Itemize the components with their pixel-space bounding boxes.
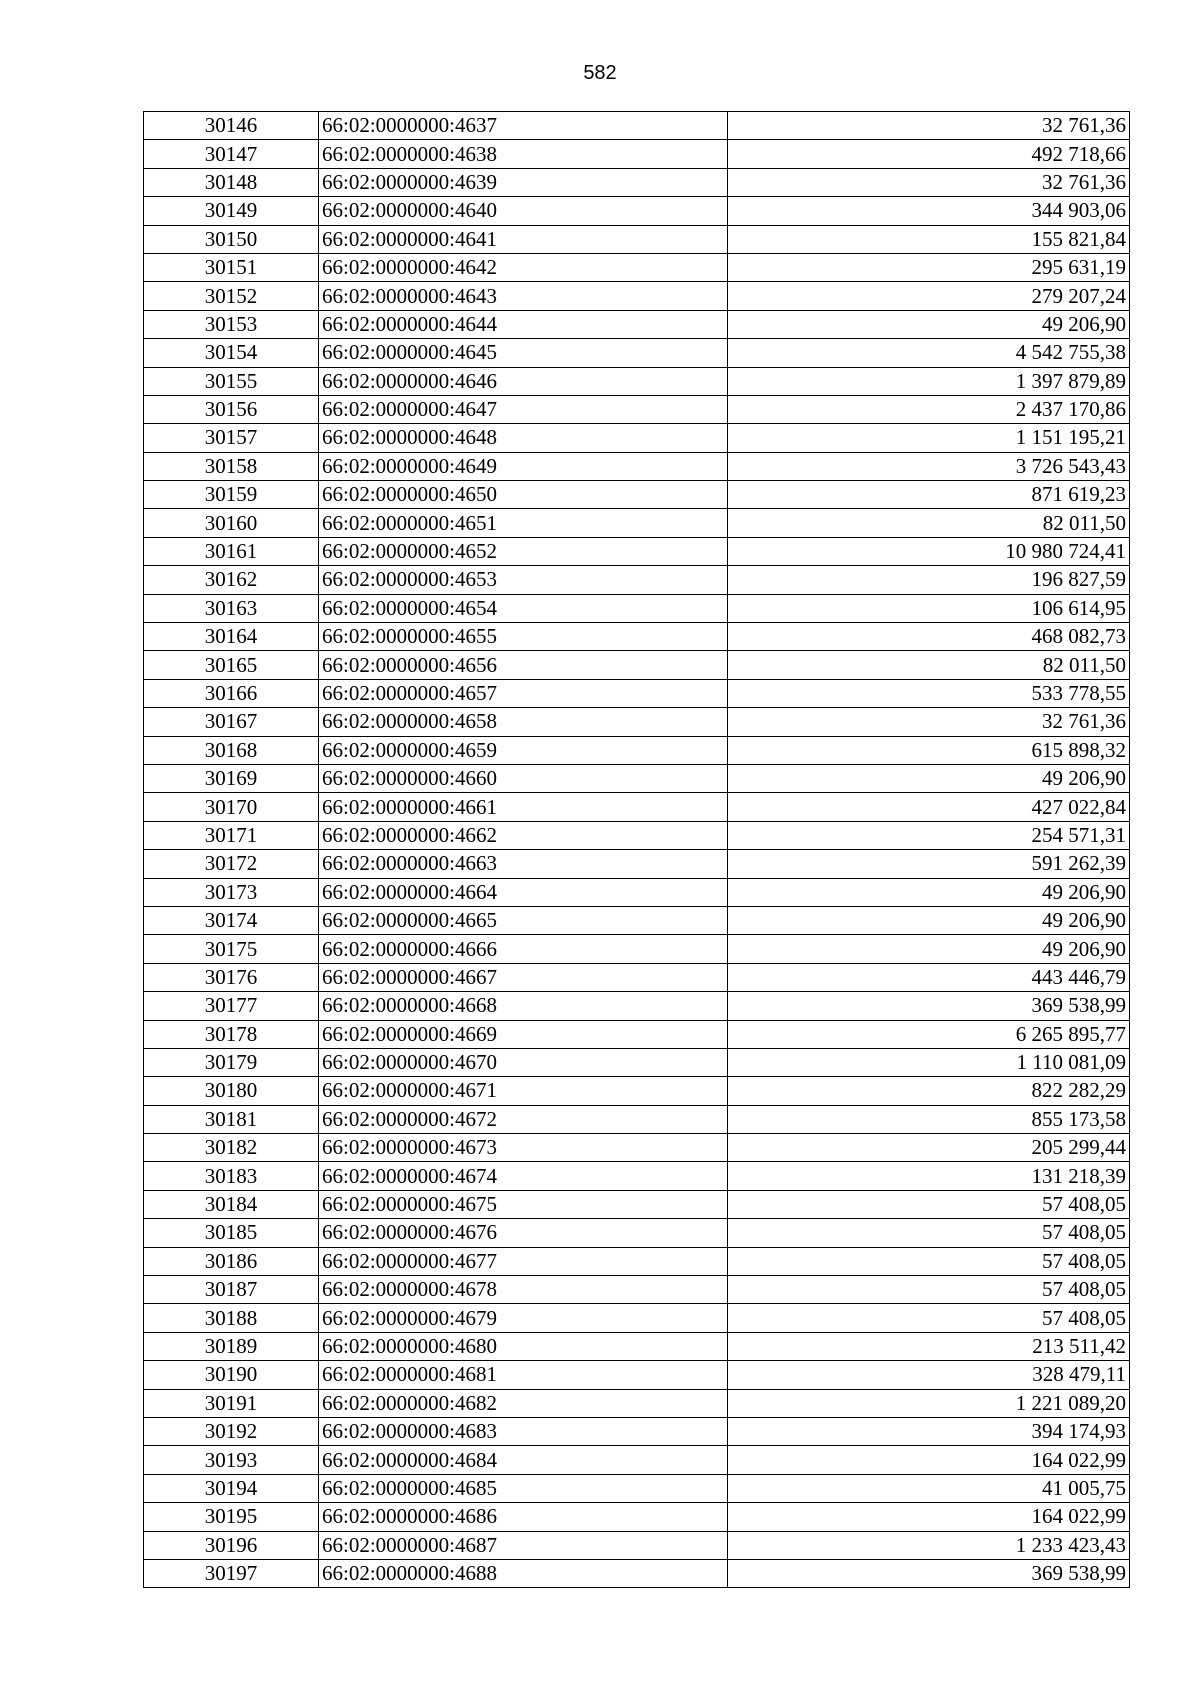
value-cell: 254 571,31: [728, 821, 1130, 849]
value-cell: 10 980 724,41: [728, 537, 1130, 565]
table-row: [144, 1389, 1130, 1417]
value-cell: 1 221 089,20: [728, 1389, 1130, 1417]
row-number-cell: 30166: [144, 679, 319, 707]
row-number-cell: 30186: [144, 1247, 319, 1275]
row-number-cell: 30190: [144, 1361, 319, 1389]
value-cell: 32 761,36: [728, 708, 1130, 736]
value-cell: 443 446,79: [728, 963, 1130, 991]
table-row: [144, 850, 1130, 878]
cadastral-number-cell: 66:02:0000000:4669: [319, 1020, 728, 1048]
cadastral-number-cell: 66:02:0000000:4650: [319, 481, 728, 509]
row-number-cell: 30197: [144, 1559, 319, 1587]
table-row: [144, 168, 1130, 196]
row-number-cell: 30196: [144, 1531, 319, 1559]
value-cell: 57 408,05: [728, 1276, 1130, 1304]
cadastral-number-cell: 66:02:0000000:4678: [319, 1276, 728, 1304]
value-cell: 82 011,50: [728, 651, 1130, 679]
value-cell: 32 761,36: [728, 112, 1130, 140]
table-row: [144, 935, 1130, 963]
cadastral-number-cell: 66:02:0000000:4660: [319, 764, 728, 792]
table-row: [144, 1332, 1130, 1360]
row-number-cell: 30182: [144, 1134, 319, 1162]
cadastral-number-cell: 66:02:0000000:4685: [319, 1474, 728, 1502]
value-cell: 49 206,90: [728, 935, 1130, 963]
cadastral-number-cell: 66:02:0000000:4638: [319, 140, 728, 168]
table-row: [144, 310, 1130, 338]
value-cell: 328 479,11: [728, 1361, 1130, 1389]
row-number-cell: 30162: [144, 566, 319, 594]
row-number-cell: 30189: [144, 1332, 319, 1360]
value-cell: 196 827,59: [728, 566, 1130, 594]
row-number-cell: 30157: [144, 424, 319, 452]
table-row: [144, 282, 1130, 310]
table-row: [144, 1474, 1130, 1502]
value-cell: 1 151 195,21: [728, 424, 1130, 452]
registry-table-body: [144, 112, 1130, 1588]
cadastral-number-cell: 66:02:0000000:4667: [319, 963, 728, 991]
table-row: [144, 1219, 1130, 1247]
cadastral-number-cell: 66:02:0000000:4683: [319, 1417, 728, 1445]
table-row: [144, 1446, 1130, 1474]
value-cell: 205 299,44: [728, 1134, 1130, 1162]
cadastral-number-cell: 66:02:0000000:4687: [319, 1531, 728, 1559]
row-number-cell: 30188: [144, 1304, 319, 1332]
value-cell: 4 542 755,38: [728, 339, 1130, 367]
table-row: [144, 1559, 1130, 1587]
table-row: [144, 566, 1130, 594]
table-row: [144, 1105, 1130, 1133]
row-number-cell: 30185: [144, 1219, 319, 1247]
value-cell: 57 408,05: [728, 1219, 1130, 1247]
table-row: [144, 906, 1130, 934]
cadastral-number-cell: 66:02:0000000:4668: [319, 992, 728, 1020]
table-row: [144, 140, 1130, 168]
row-number-cell: 30146: [144, 112, 319, 140]
cadastral-number-cell: 66:02:0000000:4657: [319, 679, 728, 707]
cadastral-number-cell: 66:02:0000000:4688: [319, 1559, 728, 1587]
cadastral-number-cell: 66:02:0000000:4663: [319, 850, 728, 878]
value-cell: 3 726 543,43: [728, 452, 1130, 480]
value-cell: 41 005,75: [728, 1474, 1130, 1502]
row-number-cell: 30191: [144, 1389, 319, 1417]
row-number-cell: 30195: [144, 1503, 319, 1531]
cadastral-number-cell: 66:02:0000000:4677: [319, 1247, 728, 1275]
table-row: [144, 253, 1130, 281]
value-cell: 394 174,93: [728, 1417, 1130, 1445]
row-number-cell: 30173: [144, 878, 319, 906]
cadastral-number-cell: 66:02:0000000:4654: [319, 594, 728, 622]
row-number-cell: 30151: [144, 253, 319, 281]
value-cell: 164 022,99: [728, 1503, 1130, 1531]
value-cell: 213 511,42: [728, 1332, 1130, 1360]
row-number-cell: 30179: [144, 1048, 319, 1076]
cadastral-number-cell: 66:02:0000000:4640: [319, 197, 728, 225]
cadastral-number-cell: 66:02:0000000:4647: [319, 395, 728, 423]
row-number-cell: 30174: [144, 906, 319, 934]
cadastral-number-cell: 66:02:0000000:4641: [319, 225, 728, 253]
table-row: [144, 1134, 1130, 1162]
value-cell: 82 011,50: [728, 509, 1130, 537]
table-row: [144, 708, 1130, 736]
value-cell: 57 408,05: [728, 1190, 1130, 1218]
row-number-cell: 30176: [144, 963, 319, 991]
registry-table: [143, 111, 1130, 1588]
row-number-cell: 30155: [144, 367, 319, 395]
cadastral-number-cell: 66:02:0000000:4665: [319, 906, 728, 934]
table-row: [144, 1503, 1130, 1531]
row-number-cell: 30150: [144, 225, 319, 253]
table-row: [144, 1162, 1130, 1190]
value-cell: 131 218,39: [728, 1162, 1130, 1190]
cadastral-number-cell: 66:02:0000000:4666: [319, 935, 728, 963]
cadastral-number-cell: 66:02:0000000:4637: [319, 112, 728, 140]
cadastral-number-cell: 66:02:0000000:4649: [319, 452, 728, 480]
value-cell: 1 233 423,43: [728, 1531, 1130, 1559]
value-cell: 49 206,90: [728, 906, 1130, 934]
row-number-cell: 30161: [144, 537, 319, 565]
cadastral-number-cell: 66:02:0000000:4681: [319, 1361, 728, 1389]
table-row: [144, 992, 1130, 1020]
value-cell: 2 437 170,86: [728, 395, 1130, 423]
row-number-cell: 30183: [144, 1162, 319, 1190]
value-cell: 871 619,23: [728, 481, 1130, 509]
value-cell: 57 408,05: [728, 1247, 1130, 1275]
cadastral-number-cell: 66:02:0000000:4671: [319, 1077, 728, 1105]
value-cell: 615 898,32: [728, 736, 1130, 764]
value-cell: 49 206,90: [728, 878, 1130, 906]
table-row: [144, 509, 1130, 537]
cadastral-number-cell: 66:02:0000000:4642: [319, 253, 728, 281]
value-cell: 6 265 895,77: [728, 1020, 1130, 1048]
row-number-cell: 30175: [144, 935, 319, 963]
row-number-cell: 30158: [144, 452, 319, 480]
table-row: [144, 1048, 1130, 1076]
cadastral-number-cell: 66:02:0000000:4686: [319, 1503, 728, 1531]
cadastral-number-cell: 66:02:0000000:4680: [319, 1332, 728, 1360]
row-number-cell: 30180: [144, 1077, 319, 1105]
table-row: [144, 594, 1130, 622]
table-row: [144, 537, 1130, 565]
row-number-cell: 30192: [144, 1417, 319, 1445]
page-number: 582: [583, 62, 617, 84]
row-number-cell: 30171: [144, 821, 319, 849]
value-cell: 49 206,90: [728, 764, 1130, 792]
row-number-cell: 30147: [144, 140, 319, 168]
row-number-cell: 30167: [144, 708, 319, 736]
row-number-cell: 30169: [144, 764, 319, 792]
row-number-cell: 30164: [144, 623, 319, 651]
cadastral-number-cell: 66:02:0000000:4670: [319, 1048, 728, 1076]
cadastral-number-cell: 66:02:0000000:4661: [319, 793, 728, 821]
row-number-cell: 30153: [144, 310, 319, 338]
table-row: [144, 963, 1130, 991]
cadastral-number-cell: 66:02:0000000:4645: [319, 339, 728, 367]
cadastral-number-cell: 66:02:0000000:4672: [319, 1105, 728, 1133]
cadastral-number-cell: 66:02:0000000:4676: [319, 1219, 728, 1247]
table-row: [144, 764, 1130, 792]
row-number-cell: 30178: [144, 1020, 319, 1048]
table-row: [144, 112, 1130, 140]
table-row: [144, 1247, 1130, 1275]
row-number-cell: 30177: [144, 992, 319, 1020]
row-number-cell: 30163: [144, 594, 319, 622]
table-row: [144, 1417, 1130, 1445]
table-row: [144, 651, 1130, 679]
value-cell: 344 903,06: [728, 197, 1130, 225]
value-cell: 49 206,90: [728, 310, 1130, 338]
row-number-cell: 30181: [144, 1105, 319, 1133]
value-cell: 279 207,24: [728, 282, 1130, 310]
row-number-cell: 30149: [144, 197, 319, 225]
table-row: [144, 1361, 1130, 1389]
cadastral-number-cell: 66:02:0000000:4673: [319, 1134, 728, 1162]
row-number-cell: 30193: [144, 1446, 319, 1474]
table-row: [144, 1190, 1130, 1218]
table-row: [144, 1276, 1130, 1304]
table-row: [144, 424, 1130, 452]
cadastral-number-cell: 66:02:0000000:4655: [319, 623, 728, 651]
table-row: [144, 793, 1130, 821]
cadastral-number-cell: 66:02:0000000:4674: [319, 1162, 728, 1190]
cadastral-number-cell: 66:02:0000000:4662: [319, 821, 728, 849]
value-cell: 155 821,84: [728, 225, 1130, 253]
table-row: [144, 821, 1130, 849]
value-cell: 855 173,58: [728, 1105, 1130, 1133]
cadastral-number-cell: 66:02:0000000:4675: [319, 1190, 728, 1218]
cadastral-number-cell: 66:02:0000000:4682: [319, 1389, 728, 1417]
cadastral-number-cell: 66:02:0000000:4644: [319, 310, 728, 338]
cadastral-number-cell: 66:02:0000000:4646: [319, 367, 728, 395]
value-cell: 468 082,73: [728, 623, 1130, 651]
cadastral-number-cell: 66:02:0000000:4659: [319, 736, 728, 764]
cadastral-number-cell: 66:02:0000000:4653: [319, 566, 728, 594]
cadastral-number-cell: 66:02:0000000:4684: [319, 1446, 728, 1474]
table-row: [144, 225, 1130, 253]
cadastral-number-cell: 66:02:0000000:4664: [319, 878, 728, 906]
row-number-cell: 30170: [144, 793, 319, 821]
row-number-cell: 30154: [144, 339, 319, 367]
table-row: [144, 679, 1130, 707]
table-row: [144, 878, 1130, 906]
table-row: [144, 1304, 1130, 1332]
cadastral-number-cell: 66:02:0000000:4652: [319, 537, 728, 565]
cadastral-number-cell: 66:02:0000000:4651: [319, 509, 728, 537]
table-row: [144, 1020, 1130, 1048]
table-row: [144, 736, 1130, 764]
value-cell: 1 110 081,09: [728, 1048, 1130, 1076]
table-row: [144, 197, 1130, 225]
row-number-cell: 30184: [144, 1190, 319, 1218]
cadastral-number-cell: 66:02:0000000:4648: [319, 424, 728, 452]
value-cell: 822 282,29: [728, 1077, 1130, 1105]
row-number-cell: 30160: [144, 509, 319, 537]
row-number-cell: 30148: [144, 168, 319, 196]
row-number-cell: 30165: [144, 651, 319, 679]
value-cell: 427 022,84: [728, 793, 1130, 821]
row-number-cell: 30187: [144, 1276, 319, 1304]
value-cell: 533 778,55: [728, 679, 1130, 707]
value-cell: 369 538,99: [728, 1559, 1130, 1587]
value-cell: 1 397 879,89: [728, 367, 1130, 395]
row-number-cell: 30168: [144, 736, 319, 764]
table-row: [144, 395, 1130, 423]
cadastral-number-cell: 66:02:0000000:4658: [319, 708, 728, 736]
table-row: [144, 481, 1130, 509]
cadastral-number-cell: 66:02:0000000:4656: [319, 651, 728, 679]
table-row: [144, 623, 1130, 651]
row-number-cell: 30152: [144, 282, 319, 310]
row-number-cell: 30194: [144, 1474, 319, 1502]
value-cell: 57 408,05: [728, 1304, 1130, 1332]
value-cell: 32 761,36: [728, 168, 1130, 196]
value-cell: 295 631,19: [728, 253, 1130, 281]
row-number-cell: 30156: [144, 395, 319, 423]
value-cell: 492 718,66: [728, 140, 1130, 168]
value-cell: 106 614,95: [728, 594, 1130, 622]
cadastral-number-cell: 66:02:0000000:4679: [319, 1304, 728, 1332]
table-row: [144, 452, 1130, 480]
table-row: [144, 1077, 1130, 1105]
table-row: [144, 367, 1130, 395]
row-number-cell: 30159: [144, 481, 319, 509]
table-row: [144, 1531, 1130, 1559]
value-cell: 369 538,99: [728, 992, 1130, 1020]
value-cell: 164 022,99: [728, 1446, 1130, 1474]
value-cell: 591 262,39: [728, 850, 1130, 878]
cadastral-number-cell: 66:02:0000000:4639: [319, 168, 728, 196]
cadastral-number-cell: 66:02:0000000:4643: [319, 282, 728, 310]
row-number-cell: 30172: [144, 850, 319, 878]
table-row: [144, 339, 1130, 367]
